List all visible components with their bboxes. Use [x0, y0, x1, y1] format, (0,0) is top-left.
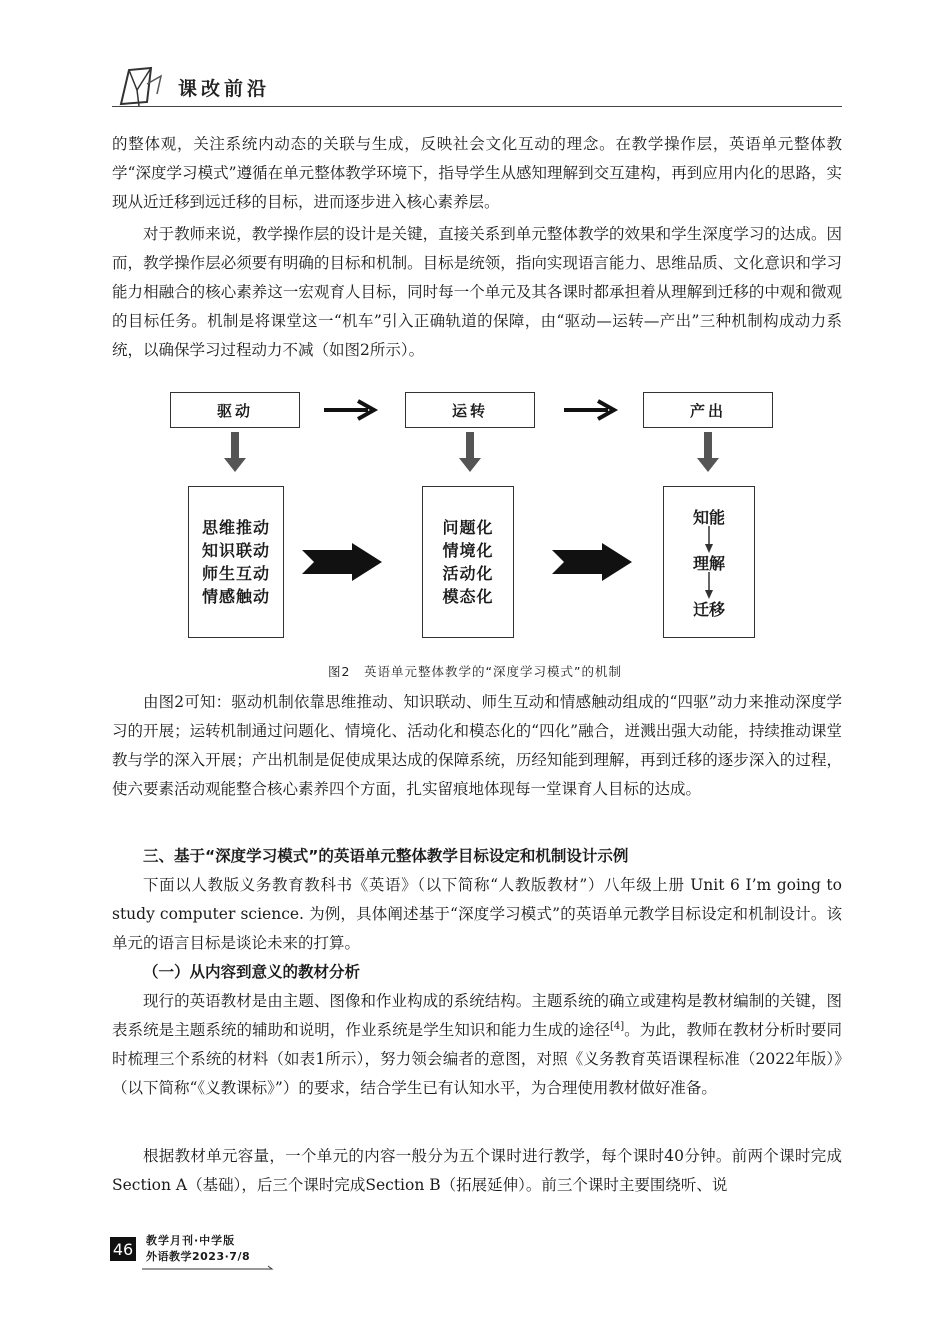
small-arrow-down-icon — [704, 526, 714, 554]
thick-arrow-right-icon — [300, 543, 384, 581]
journal-name: 教学月刊·中学版 — [146, 1234, 236, 1247]
output-item: 知能 — [692, 507, 725, 527]
operate-item: 情境化 — [442, 541, 494, 560]
drive-mechanism-box — [188, 486, 284, 638]
section-title: 课改前沿 — [178, 78, 271, 100]
output-item: 理解 — [692, 553, 725, 573]
operate-item: 问题化 — [442, 518, 494, 537]
section-heading: 三、基于“深度学习模式”的英语单元整体教学目标设定和机制设计示例 — [143, 847, 629, 865]
output-mechanism-box — [663, 486, 755, 638]
paragraph-2: 对于教师来说，教学操作层的设计是关键，直接关系到单元整体教学的效果和学生深度学习的达成。因而，教学操作层必须要有明确的目标和机制。目标是统领，指向实现语言能力、思维品质、文化意识和学习能力相融合的核心素养这一宏观育人目标，同时每一个单元及其各课时都承担着从理解到迁移的中观和微观的目标任务。机制是将课堂这一“机车”引入正确轨道的保障，由“驱动—运转—产出”三种机制构成动力系统，以确保学习过程动力不减（如图2所示）。 — [112, 225, 842, 359]
paragraph-6: 根据教材单元容量，一个单元的内容一般分为五个课时进行教学，每个课时40分钟。前两个课时完成Section A（基础），后三个课时完成Section B（拓展延伸）。前三个课时主要围绕听、说 — [112, 1147, 842, 1194]
operate-item: 模态化 — [442, 587, 494, 606]
header-divider — [112, 106, 842, 107]
operate-item: 活动化 — [442, 564, 494, 583]
drive-item: 情感触动 — [201, 587, 270, 606]
arrow-down-icon — [459, 432, 481, 474]
paragraph-1: 的整体观，关注系统内动态的关联与生成，反映社会文化互动的理念。在教学操作层，英语单元整体教学“深度学习模式”遵循在单元整体教学环境下，指导学生从感知理解到交互建构，再到应用内化的思路，实现从近迁移到远迁移的目标，进而逐步进入核心素养层。 — [112, 135, 842, 211]
footer-arrow-line — [142, 1265, 282, 1277]
figure-caption: 图2 英语单元整体教学的“深度学习模式”的机制 — [328, 664, 622, 679]
figure-2 — [150, 380, 800, 680]
drive-item: 思维推动 — [201, 518, 270, 537]
drive-item: 知识联动 — [201, 541, 270, 560]
arrow-right-icon — [560, 398, 620, 422]
drive-item: 师生互动 — [201, 564, 270, 583]
output-item: 迁移 — [692, 599, 725, 619]
arrow-down-icon — [224, 432, 246, 474]
paragraph-3: 由图2可知：驱动机制依靠思维推动、知识联动、师生互动和情感触动组成的“四驱”动力来推动深度学习的开展；运转机制通过问题化、情境化、活动化和模态化的“四化”融合，迸溅出强大动能，持续推动课堂教与学的深入开展；产出机制是促使成果达成的保障系统，历经知能到理解，再到迁移的逐步深入的过程，使六要素活动观能整合核心素养四个方面，扎实留痕地体现每一堂课育人目标的达成。 — [112, 693, 842, 798]
box-drive: 驱动 — [170, 392, 300, 428]
journal-logo-icon — [117, 64, 167, 108]
paragraph-5: 现行的英语教材是由主题、图像和作业构成的系统结构。主题系统的确立或建构是教材编制的关键，图表系统是主题系统的辅助和说明，作业系统是学生知识和能力生成的途径[4]。为此，教师在教材分析时要同时梳理三个系统的材料（如表1所示），努力领会编者的意图，对照《义务教育英语课程标准（2022年版）》（以下简称“《义教课标》”）的要求，结合学生已有认知水平，为合理使用教材做好准备。 — [112, 992, 842, 1097]
citation-ref: [4] — [609, 1020, 625, 1032]
page-number: 46 — [110, 1237, 136, 1261]
box-output: 产出 — [643, 392, 773, 428]
small-arrow-down-icon — [704, 572, 714, 600]
thick-arrow-right-icon — [550, 543, 634, 581]
arrow-right-icon — [320, 398, 380, 422]
operate-mechanism-box — [422, 486, 514, 638]
subsection-heading: （一）从内容到意义的教材分析 — [143, 963, 361, 981]
box-operate: 运转 — [405, 392, 535, 428]
arrow-down-icon — [697, 432, 719, 474]
journal-issue: 外语教学2023·7/8 — [146, 1250, 251, 1263]
paragraph-4: 下面以人教版义务教育教科书《英语》（以下简称“人教版教材”）八年级上册 Unit 6 I’m going to study computer science. 为例，具体阐述基于“深度学习模式”的英语单元教学目标设定和机制设计。该单元的语言目标是谈论未来的打算。 — [112, 876, 842, 952]
